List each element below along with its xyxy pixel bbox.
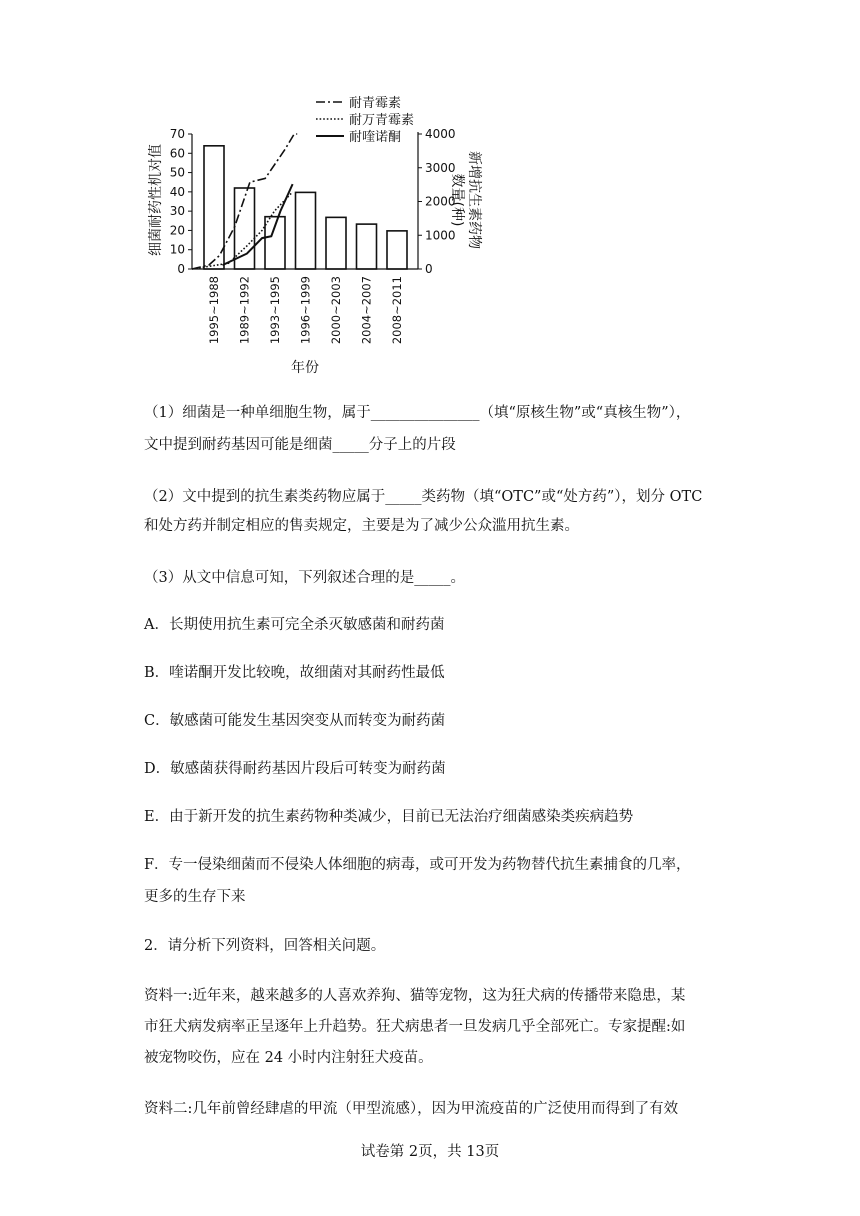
option-f-line-1: F．专一侵染细菌而不侵染人体细胞的病毒，或可开发为药物替代抗生素捕食的几率，: [144, 857, 691, 873]
x-tick-label: 2008~2011: [390, 276, 404, 345]
x-axis-label: 年份: [291, 360, 319, 376]
page-footer: 试卷第 2页，共 13页: [360, 1144, 500, 1160]
legend-label-0: 耐青霉素: [349, 96, 402, 111]
question-1-line-1: （1）细菌是一种单细胞生物，属于_______________（填“原核生物”或“真核生物”），: [144, 405, 691, 421]
material-1-line-3: 被宠物咬伤，应在 24 小时内注射狂犬疫苗。: [144, 1050, 433, 1066]
bar-6: [387, 231, 407, 269]
right-axis-label-2: 数量(种): [449, 173, 465, 227]
x-tick-label: 1995~1988: [207, 276, 221, 345]
legend-label-1: 耐万青霉素: [349, 113, 415, 128]
option-c: C．敏感菌可能发生基因突变从而转变为耐药菌: [144, 713, 446, 729]
left-tick-label: 60: [169, 146, 185, 161]
x-tick-label: 1993~1995: [268, 276, 282, 345]
x-tick-label: 1989~1992: [237, 276, 252, 345]
x-tick-label: 2004~2007: [359, 276, 374, 345]
left-tick-label: 70: [169, 127, 185, 141]
option-a: A．长期使用抗生素可完全杀灭敏感菌和耐药菌: [144, 617, 445, 633]
left-tick-label: 30: [169, 204, 185, 219]
left-tick-label: 0: [177, 262, 185, 276]
right-tick-label: 2000: [425, 194, 456, 209]
option-f-line-2: 更多的生存下来: [144, 889, 246, 905]
bar-5: [357, 224, 377, 269]
antibiotic-resistance-chart: [140, 88, 500, 388]
material-2-line-1: 资料二:几年前曾经肆虐的甲流（甲型流感），因为甲流疫苗的广泛使用而得到了有效: [144, 1101, 679, 1117]
left-tick-label: 20: [169, 223, 185, 238]
question-2-line-2: 和处方药并制定相应的售卖规定，主要是为了减少公众滥用抗生素。: [144, 518, 579, 534]
left-tick-label: 40: [169, 184, 185, 199]
x-tick-label: 1996~1999: [298, 276, 313, 345]
left-tick-label: 50: [169, 165, 185, 180]
question-2-line-1: （2）文中提到的抗生素类药物应属于_____类药物（填“OTC”或“处方药”），划分 OTC: [144, 489, 703, 505]
right-axis-label-1: 新增抗生素药物: [466, 151, 482, 249]
right-tick-label: 1000: [425, 228, 456, 243]
legend-label-2: 耐喹诺酮: [349, 130, 402, 145]
material-1-line-1: 资料一:近年来，越来越多的人喜欢养狗、猫等宠物，这为狂犬病的传播带来隐患，某: [144, 988, 686, 1004]
right-tick-label: 3000: [425, 160, 456, 175]
material-1-line-2: 市狂犬病发病率正呈逐年上升趋势。狂犬病患者一旦发病几乎全部死亡。专家提醒:如: [144, 1019, 686, 1035]
bar-4: [326, 217, 346, 269]
right-tick-label: 0: [425, 262, 433, 276]
question-title-2: 2．请分析下列资料，回答相关问题。: [144, 938, 386, 954]
left-axis-label: 细菌耐药性机对值: [148, 144, 164, 256]
bar-3: [296, 192, 316, 269]
bar-0: [204, 146, 224, 269]
question-3: （3）从文中信息可知，下列叙述合理的是_____。: [144, 570, 465, 586]
option-e: E．由于新开发的抗生素药物种类减少，目前已无法治疗细菌感染类疾病趋势: [144, 809, 634, 825]
option-d: D．敏感菌获得耐药基因片段后可转变为耐药菌: [144, 761, 446, 777]
right-tick-label: 4000: [425, 127, 456, 141]
left-tick-label: 10: [169, 242, 185, 257]
option-b: B．喹诺酮开发比较晚，故细菌对其耐药性最低: [144, 665, 445, 681]
x-tick-label: 2000~2003: [329, 276, 343, 345]
question-1-line-2: 文中提到耐药基因可能是细菌_____分子上的片段: [144, 437, 456, 453]
